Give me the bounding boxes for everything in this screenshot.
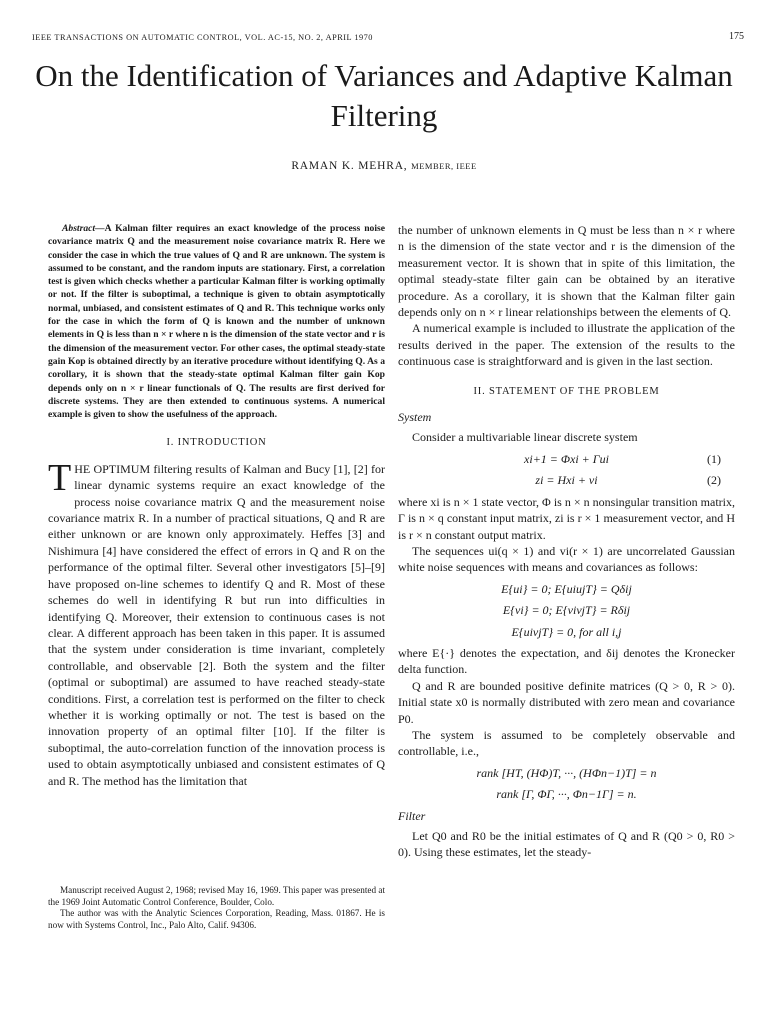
- footnote-manuscript: Manuscript received August 2, 1968; revised May 16, 1969. This paper was presented at the 1969 Joint Automatic Control Conference, Boulder, Colo.: [48, 885, 385, 907]
- section-heading-problem: II. STATEMENT OF THE PROBLEM: [473, 385, 660, 397]
- right-column: [398, 222, 735, 861]
- subhead-system: System: [398, 410, 432, 425]
- author-name: RAMAN K. MEHRA,: [291, 160, 408, 172]
- footnote: [48, 885, 385, 931]
- equation-1-body: xi+1 = Φxi + Γui: [524, 451, 609, 466]
- equation-2: [398, 472, 735, 488]
- equation-1: [398, 451, 735, 467]
- equation-3: E{ui} = 0; E{uiujT} = Qδij: [501, 581, 632, 596]
- paragraph-consider: Consider a multivariable linear discrete system: [412, 430, 638, 445]
- left-column: [48, 222, 385, 789]
- footnote-affiliation: The author was with the Analytic Sciences Corporation, Reading, Mass. 01867. He is now with Systems Control, Inc., Palo Alto, Calif. 94306.: [48, 908, 385, 930]
- abstract-label: Abstract—: [62, 223, 105, 234]
- subhead-filter: Filter: [398, 808, 426, 823]
- equation-5: E{uivjT} = 0, for all i,j: [511, 624, 622, 639]
- drop-cap: T: [48, 456, 72, 499]
- equation-4: E{vi} = 0; E{vivjT} = Rδij: [502, 603, 631, 618]
- section-heading-introduction: I. INTRODUCTION: [166, 437, 267, 449]
- introduction-paragraph: [48, 456, 385, 789]
- equation-7: rank [Γ, ΦΓ, ···, Φn−1Γ] = n.: [496, 787, 637, 802]
- introduction-text: HE OPTIMUM filtering results of Kalman and Bucy [1], [2] for linear dynamic systems require an exact knowledge of the process noise covariance matrix Q and the measurement noise covariance matrix R. In a number of practical situations, Q and R are either unknown or are known only approximately. Heffes [3] and Nishimura [4] have considered the effect of errors in Q and R on the performance of the optimal filter. Several other investigators [5]–[9] have proposed on-line schemes to identify Q and R. Most of these schemes do well in identifying R but run into difficulties in identifying Q. Moreover, their extension to continuous cases is not clear. A different approach has been taken in this paper. It is assumed that the system under consideration is time invariant, completely controllable, and observable [2]. Both the system and the filter (optimal or suboptimal) are assumed to have reached steady-state conditions. First, a correlation test is performed on the filter to check whether it is working optimally or not. The test is based on the innovation property of an optimal filter [10]. If the filter is suboptimal, the auto-correlation function of the innovation process is used to obtain asymptotically unbiased and consistent estimates of Q and R. The method has the limitation that: [48, 461, 385, 788]
- paragraph-where: where xi is n × 1 state vector, Φ is n × n nonsingular transition matrix, Γ is n × q constant input matrix, zi is r × 1 measurement vector, and H is r × n constant output matrix.: [398, 494, 735, 542]
- equation-1-number: (1): [707, 451, 721, 466]
- paragraph-numerical-example: A numerical example is included to illustrate the application of the results derived in the paper. The extension of the results to the continuous case is straightforward and is given in the last section.: [398, 321, 735, 369]
- paragraph-sequences: The sequences ui(q × 1) and vi(r × 1) are uncorrelated Gaussian white noise sequences with means and covariances as follows:: [398, 543, 735, 575]
- author-role: MEMBER, IEEE: [411, 161, 477, 171]
- running-head: IEEE TRANSACTIONS ON AUTOMATIC CONTROL, VOL. AC-15, NO. 2, APRIL 1970: [32, 33, 373, 42]
- paragraph-expectation: where E{·} denotes the expectation, and δij denotes the Kronecker delta function.: [398, 645, 735, 677]
- abstract-text: A Kalman filter requires an exact knowledge of the process noise covariance matrix Q and the measurement noise covariance matrix R. Here we consider the case in which the true values of Q and R are unknown. The system is assumed to be constant, and the random inputs are stationary. First, a correlation test is given which checks whether a particular Kalman filter is working optimally or not. If the filter is suboptimal, a technique is given to obtain asymptotically normal, unbiased, and consistent estimates of Q and R. This technique works only for the case in which the form of Q is known and the number of unknown elements in Q is less than n × r where n is the dimension of the state vector and r is the dimension of the measurement vector. For other cases, the optimal steady-state gain Kop is obtained directly by an iterative procedure without identifying Q. As a corollary, it is shown that the steady-state optimal Kalman filter gain Kop depends only on n × r linear functionals of Q. The results are first derived for discrete systems. They are then extended to continuous systems. A numerical example is given to show the usefulness of the approach.: [48, 223, 385, 421]
- paragraph-let: Let Q0 and R0 be the initial estimates of Q and R (Q0 > 0, R0 > 0). Using these estimates, let the steady-: [398, 829, 735, 860]
- equation-2-body: zi = Hxi + vi: [535, 473, 598, 488]
- page-number: 175: [729, 31, 744, 42]
- abstract: [48, 222, 385, 421]
- author-line: [0, 160, 768, 172]
- equation-2-number: (2): [707, 473, 721, 488]
- equation-6: rank [HT, (HΦ)T, ···, (HΦn−1)T] = n: [476, 765, 657, 780]
- paper-title: On the Identification of Variances and Adaptive Kalman Filtering: [35, 58, 733, 133]
- paragraph-continued: the number of unknown elements in Q must be less than n × r where n is the dimension of the state vector and r is the dimension of the measurement vector. It is shown that in spite of this limitation, the optimal steady-state filter gain can be obtained by an iterative procedure. As a corollary, it is shown that the Kalman filter gain depends only on n × r linear relationships between the elements of Q.: [398, 223, 735, 320]
- paragraph-bounded: Q and R are bounded positive definite matrices (Q > 0, R > 0). Initial state x0 is normally distributed with zero mean and covariance P0.: [398, 678, 735, 726]
- paragraph-observable: The system is assumed to be completely observable and controllable, i.e.,: [398, 727, 735, 759]
